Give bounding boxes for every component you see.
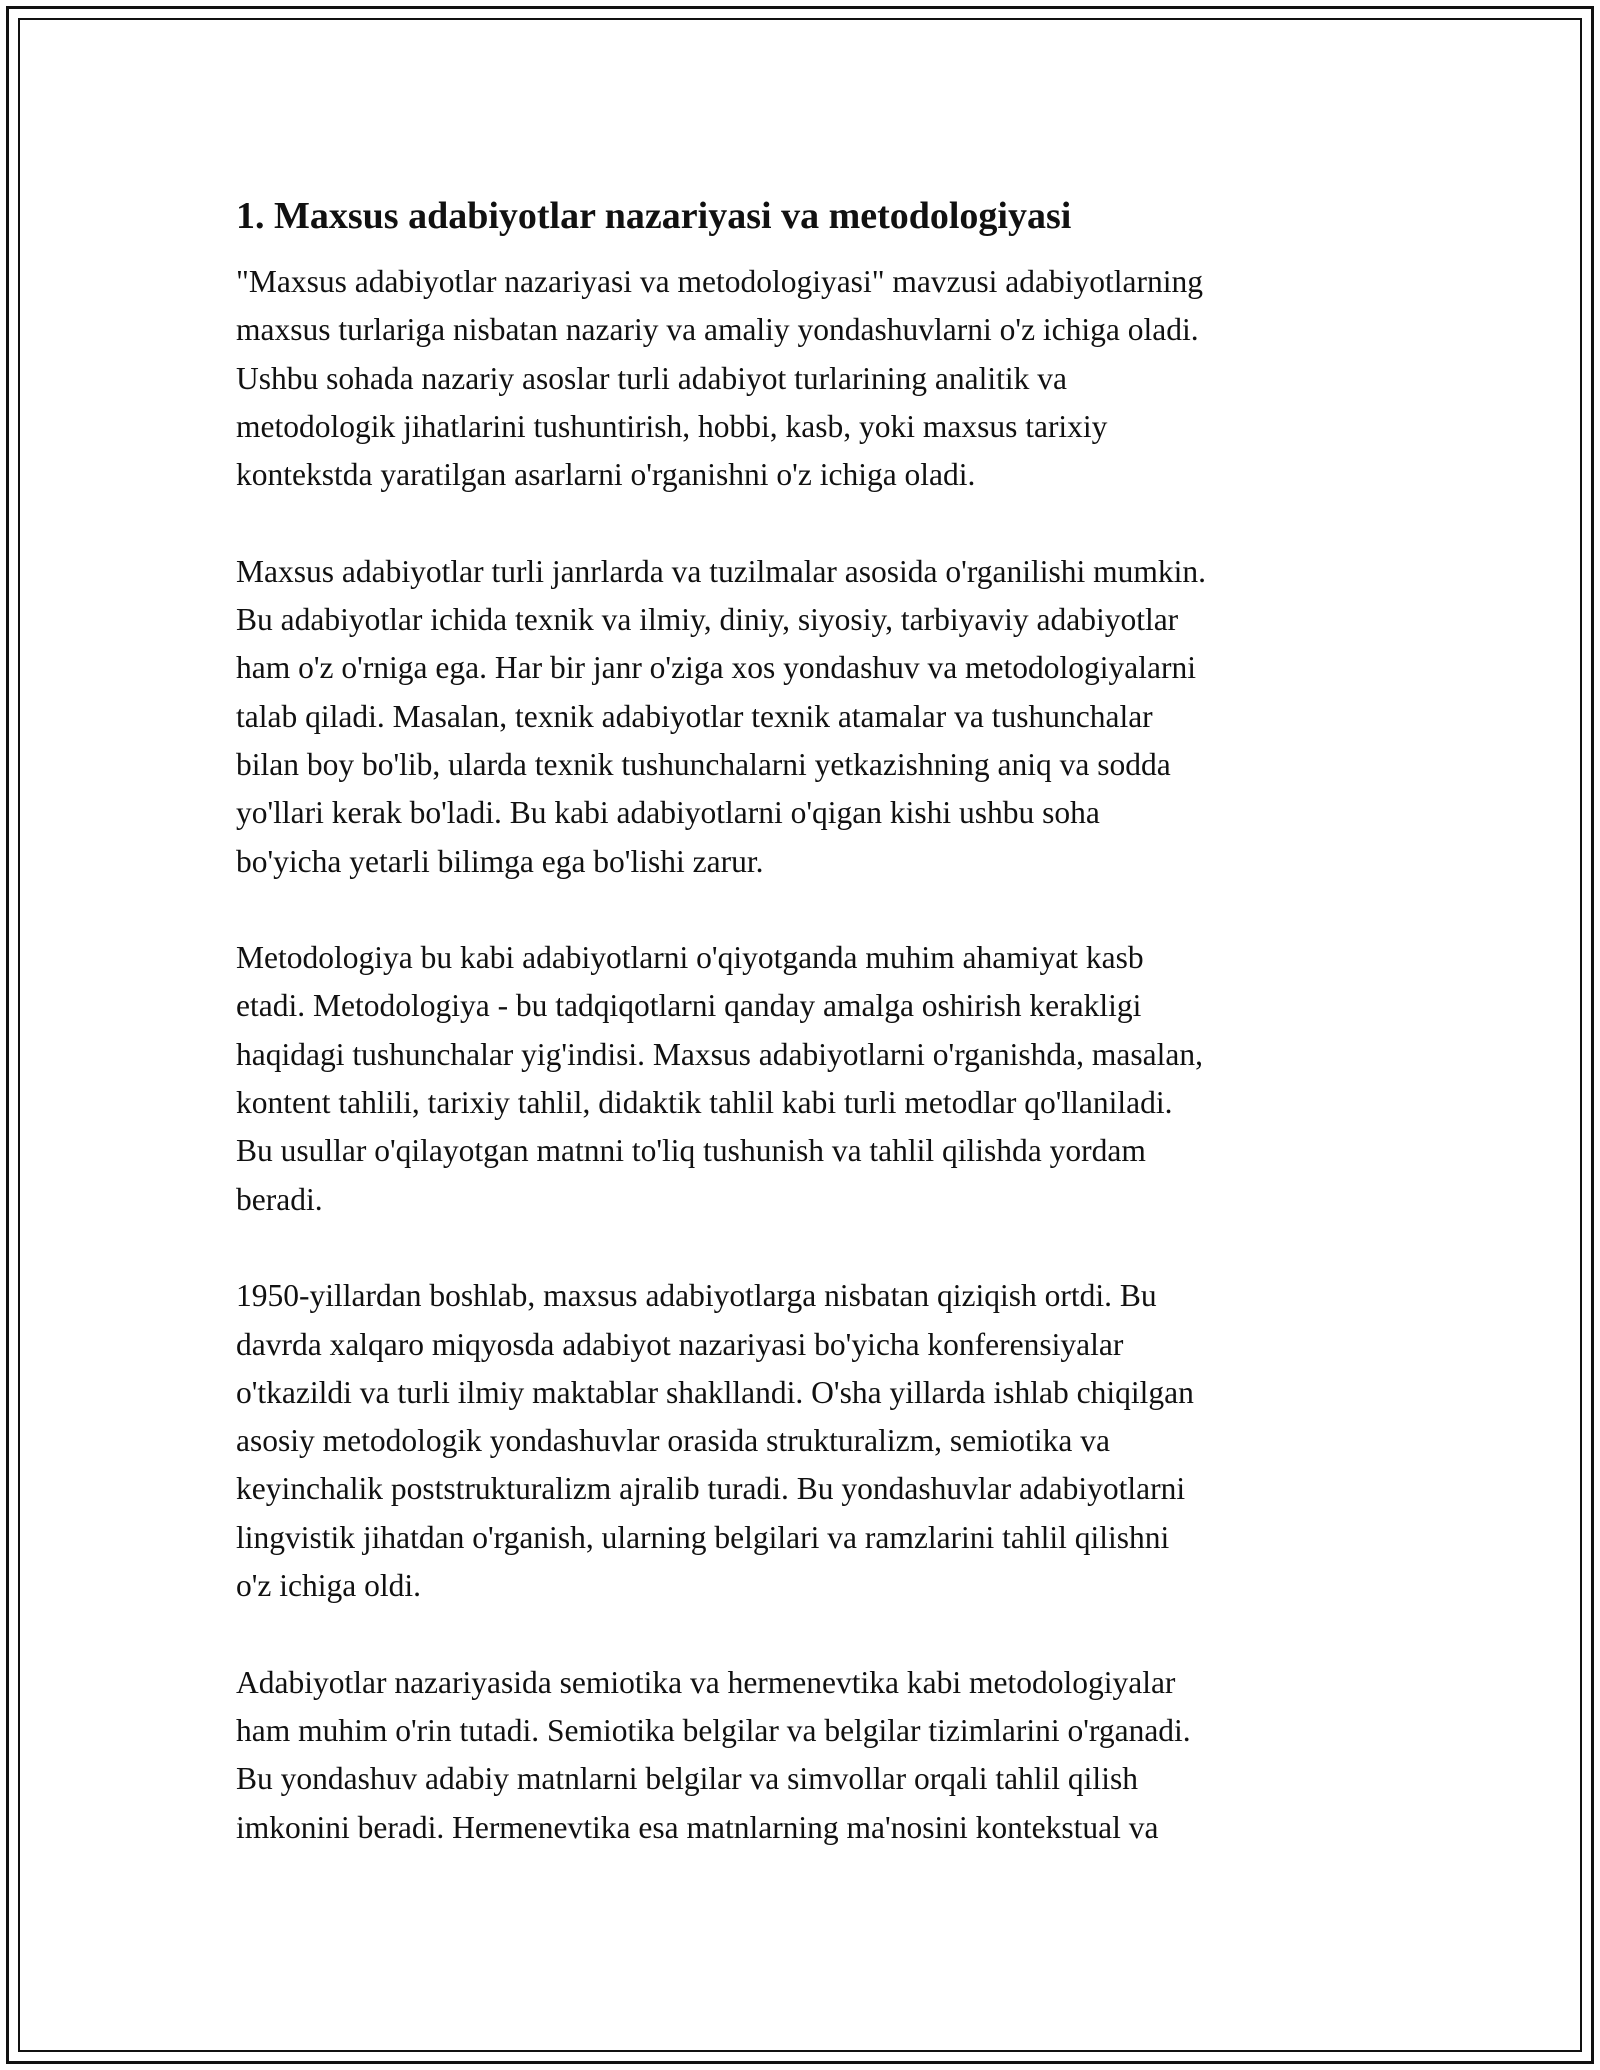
- paragraph-2: [236, 548, 1366, 886]
- text-line: bo'yicha yetarli bilimga ega bo'lishi zarur.: [236, 843, 764, 879]
- text-line: Bu yondashuv adabiy matnlarni belgilar va simvollar orqali tahlil qilish: [236, 1761, 1138, 1797]
- section-heading: 1. Maxsus adabiyotlar nazariyasi va metodologiyasi: [236, 195, 1072, 237]
- text-line: etadi. Metodologiya - bu tadqiqotlarni qanday amalga oshirish kerakligi: [236, 988, 1142, 1024]
- text-line: Bu usullar o'qilayotgan matnni to'liq tushunish va tahlil qilishda yordam: [236, 1133, 1146, 1169]
- text-line: o'tkazildi va turli ilmiy maktablar shakllandi. O'sha yillarda ishlab chiqilgan: [236, 1374, 1194, 1410]
- text-line: Bu adabiyotlar ichida texnik va ilmiy, diniy, siyosiy, tarbiyaviy adabiyotlar: [236, 602, 1179, 638]
- paragraph-4: [236, 1272, 1366, 1610]
- text-line: 1950-yillardan boshlab, maxsus adabiyotlarga nisbatan qiziqish ortdi. Bu: [236, 1278, 1157, 1314]
- text-line: davrda xalqaro miqyosda adabiyot nazariyasi bo'yicha konferensiyalar: [236, 1326, 1124, 1362]
- text-line: keyinchalik poststrukturalizm ajralib turadi. Bu yondashuvlar adabiyotlarni: [236, 1471, 1186, 1507]
- text-line: Adabiyotlar nazariyasida semiotika va hermenevtika kabi metodologiyalar: [236, 1664, 1176, 1700]
- text-line: ham o'z o'rniga ega. Har bir janr o'ziga xos yondashuv va metodologiyalarni: [236, 650, 1196, 686]
- text-line: lingvistik jihatdan o'rganish, ularning belgilari va ramzlarini tahlil qilishni: [236, 1519, 1170, 1555]
- text-line: "Maxsus adabiyotlar nazariyasi va metodologiyasi" mavzusi adabiyotlarning: [236, 264, 1203, 299]
- paragraph-5: [236, 1659, 1366, 1852]
- text-line: haqidagi tushunchalar yig'indisi. Maxsus adabiyotlarni o'rganishda, masalan,: [236, 1036, 1203, 1072]
- text-line: ham muhim o'rin tutadi. Semiotika belgilar va belgilar tizimlarini o'rganadi.: [236, 1712, 1191, 1748]
- text-line: asosiy metodologik yondashuvlar orasida strukturalizm, semiotika va: [236, 1423, 1110, 1459]
- text-line: yo'llari kerak bo'ladi. Bu kabi adabiyotlarni o'qigan kishi ushbu soha: [236, 795, 1100, 831]
- text-line: beradi.: [236, 1181, 323, 1217]
- text-line: maxsus turlariga nisbatan nazariy va amaliy yondashuvlarni o'z ichiga oladi.: [236, 312, 1199, 348]
- paragraph-3: [236, 934, 1366, 1224]
- text-line: metodologik jihatlarini tushuntirish, hobbi, kasb, yoki maxsus tarixiy: [236, 408, 1108, 444]
- text-line: Maxsus adabiyotlar turli janrlarda va tuzilmalar asosida o'rganilishi mumkin.: [236, 553, 1206, 589]
- text-line: o'z ichiga oldi.: [236, 1568, 422, 1604]
- text-line: Metodologiya bu kabi adabiyotlarni o'qiyotganda muhim ahamiyat kasb: [236, 940, 1144, 976]
- text-line: kontent tahlili, tarixiy tahlil, didaktik tahlil kabi turli metodlar qo'llaniladi.: [236, 1085, 1173, 1121]
- paragraph-1: [236, 258, 1366, 499]
- text-line: bilan boy bo'lib, ularda texnik tushunchalarni yetkazishning aniq va sodda: [236, 746, 1171, 782]
- text-line: talab qiladi. Masalan, texnik adabiyotlar texnik atamalar va tushunchalar: [236, 698, 1153, 734]
- document-body: [236, 188, 1366, 1900]
- text-line: kontekstda yaratilgan asarlarni o'rganishni o'z ichiga oladi.: [236, 457, 976, 493]
- text-line: imkonini beradi. Hermenevtika esa matnlarning ma'nosini kontekstual va: [236, 1809, 1159, 1845]
- text-line: Ushbu sohada nazariy asoslar turli adabiyot turlarining analitik va: [236, 360, 1068, 396]
